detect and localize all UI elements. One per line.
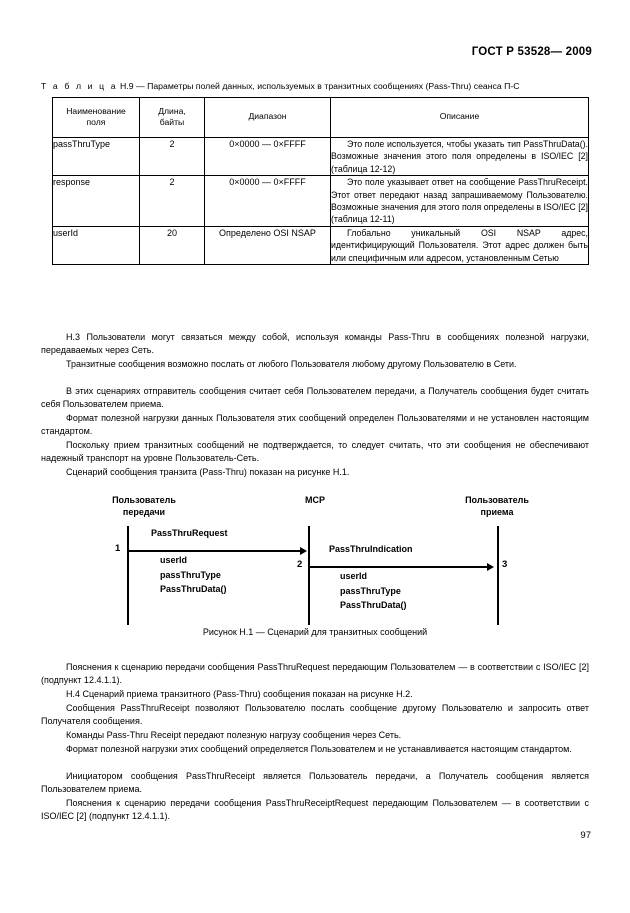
paragraph-scenarios: В этих сценариях отправитель сообщения считает себя Пользователем передачи, а Получатель сообщения будет считать себя Пользователем приема. [41,386,589,410]
sequence-number-1: 1 [115,543,121,554]
actor-label-receiver-line1: Пользователь [465,495,529,505]
paragraph-h3: Н.3 Пользователи могут связаться между собой, используя команды Pass-Thru в сообщениях полезной нагрузки, передаваемых через Сеть. [41,332,589,356]
message-line-passthrurequest [129,550,302,552]
message-line-passthruindication [310,566,488,568]
param-passthrutype: passThruType [160,569,221,580]
column-header-field-name-line2: поля [86,117,106,127]
column-header-field-name [53,98,140,138]
arrow-head-icon [300,547,307,555]
figure-caption: Рисунок Н.1 — Сценарий для транзитных сообщений [202,627,428,637]
column-header-field-name-line1: Наименование [66,105,126,116]
table-row [53,176,589,227]
actor-label-receiver [437,495,557,518]
sequence-diagram [0,495,630,625]
paragraph-format: Формат полезной нагрузки данных Пользователя этих сообщений определен Пользователями и не установлен настоящим стандартом. [41,413,589,437]
table-caption-prefix: Т а б л и ц а [41,81,118,91]
param-userid: userId [340,571,368,581]
column-header-length-line2: байты [159,117,185,127]
actor-label-sender-line2: передачи [122,506,166,517]
actor-label-mcp [255,495,375,507]
actor-label-mcp-text: МСР [305,495,325,505]
actor-label-receiver-line2: приема [480,506,514,517]
paragraph-figure-ref: Сценарий сообщения транзита (Pass-Thru) показан на рисунке Н.1. [66,467,350,477]
table-row [53,138,589,176]
param-passthrudata: PassThruData() [340,600,407,610]
cell-description: Глобально уникальный OSI NSAP адрес, идентифицирующий Пользователя. Этот адрес должен быть или специфичным или адресом, установленным Сетью [331,227,588,263]
cell-range: 0×0000 — 0×FFFF [205,176,331,227]
param-passthrudata: PassThruData() [160,584,227,594]
data-fields-table [52,97,589,265]
paragraph-receipt-format: Формат полезной нагрузки этих сообщений определяется Пользователем и не устанавливается настоящим стандартом. [66,744,572,754]
paragraph-transit: Транзитные сообщения возможно послать от любого Пользователя любому другому Пользователю в Сети. [66,359,517,369]
param-userid: userId [160,555,188,565]
cell-length: 20 [140,226,205,264]
lifeline-receiver [497,526,499,625]
cell-field-name: userId [53,226,140,264]
lifeline-mcp [308,526,310,625]
cell-field-name: passThruType [53,138,140,176]
sequence-number-2: 2 [297,559,303,570]
paragraph-initiator: Инициатором сообщения PassThruReceipt является Пользователь передачи, а Получатель сообщения является Пользователем приема. [41,771,589,795]
table-header-row [53,98,589,138]
paragraph-receipt-commands: Команды Pass-Thru Receipt передают полезную нагрузу сообщения через Сеть. [66,730,402,740]
cell-description: Это поле используется, чтобы указать тип PassThruData(). Возможные значения этого поля определены в ISO/IEC [2] (таблица 12-12) [331,139,588,174]
cell-range: Определено OSI NSAP [205,226,331,264]
table-caption-rest: Н.9 — Параметры полей данных, используемых в транзитных сообщениях (Pass-Thru) сеанса П-С [117,81,520,91]
cell-length: 2 [140,176,205,227]
column-header-range: Диапазон [205,98,331,138]
cell-field-name: response [53,176,140,227]
message-title-passthrurequest: PassThruRequest [151,528,228,538]
table-row [53,226,589,264]
lifeline-sender [127,526,129,625]
paragraph-h4: Н.4 Сценарий приема транзитного (Pass-Thru) сообщения показан на рисунке Н.2. [66,689,413,699]
paragraph-explain-receipt: Пояснения к сценарию передачи сообщения PassThruReceiptRequest передающим Пользователем — в соответствии с ISO/IEC [2] (подпункт 12.4.1.1). [41,798,589,822]
sequence-number-3: 3 [502,559,508,570]
paragraph-reliability: Поскольку прием транзитных сообщений не подтверждается, то следует считать, что эти сообщения не обеспечивают надежный транспорт на уровне Пользователь-Сеть. [41,440,589,464]
column-header-description: Описание [331,98,589,138]
arrow-head-icon [487,563,494,571]
cell-length: 2 [140,138,205,176]
column-header-length-line1: Длина, [158,105,186,116]
column-header-length [140,98,205,138]
cell-description: Это поле указывает ответ на сообщение PassThruReceipt. Этот ответ передают назад запрашиваемому Пользователю. Возможные значения для этого поля определены в ISO/IEC [2] (таблица 12-11) [331,177,588,225]
cell-range: 0×0000 — 0×FFFF [205,138,331,176]
message-title-passthruindication: PassThruIndication [329,544,413,554]
table-caption [41,80,594,92]
page-header: ГОСТ Р 53528— 2009 [471,46,592,58]
param-passthrutype: passThruType [340,585,401,596]
message-params-passthruindication [340,569,407,613]
actor-label-sender-line1: Пользователь [112,495,176,505]
message-params-passthrurequest [160,553,227,597]
paragraph-receipt-allows: Сообщения PassThruReceipt позволяют Пользователю послать сообщение другому Пользователю и запросить ответ Получателя сообщения. [41,703,589,727]
actor-label-sender [84,495,204,518]
page-number: 97 [580,830,591,841]
paragraph-explain-request: Пояснения к сценарию передачи сообщения PassThruRequest передающим Пользователем — в соответствии с ISO/IEC [2] (подпункт 12.4.1.1). [41,662,589,686]
